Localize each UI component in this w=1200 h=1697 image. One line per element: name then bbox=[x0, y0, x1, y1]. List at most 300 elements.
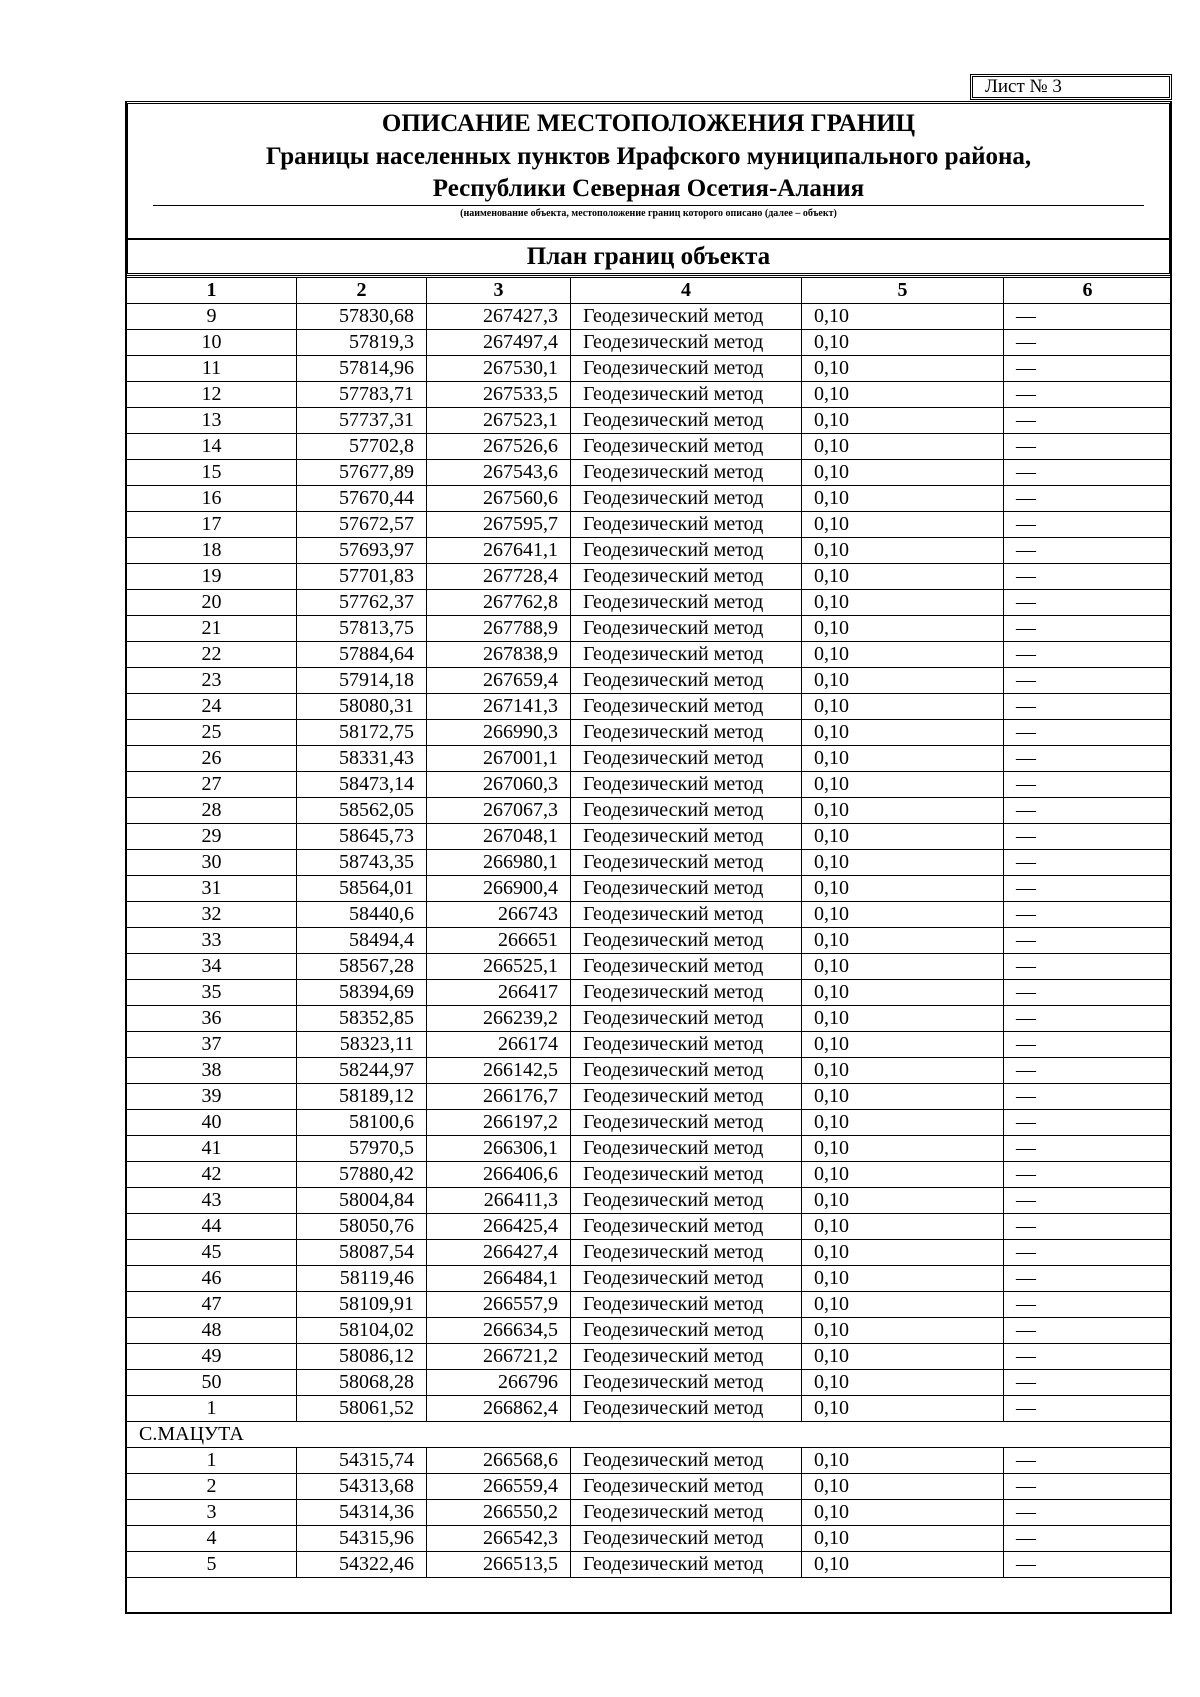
point-number-cell: 25 bbox=[127, 720, 297, 746]
point-number-cell: 1 bbox=[127, 1396, 297, 1422]
point-number-cell: 3 bbox=[127, 1500, 297, 1526]
x-coordinate-cell: 57693,97 bbox=[297, 538, 427, 564]
description-cell: — bbox=[1004, 1500, 1172, 1526]
table-row bbox=[127, 1240, 1172, 1266]
description-cell: — bbox=[1004, 1110, 1172, 1136]
x-coordinate-cell: 58080,31 bbox=[297, 694, 427, 720]
description-cell: — bbox=[1004, 1474, 1172, 1500]
table-row bbox=[127, 824, 1172, 850]
point-number-cell: 30 bbox=[127, 850, 297, 876]
description-cell: — bbox=[1004, 980, 1172, 1006]
x-coordinate-cell: 58104,02 bbox=[297, 1318, 427, 1344]
point-number-cell: 17 bbox=[127, 512, 297, 538]
description-cell: — bbox=[1004, 1240, 1172, 1266]
y-coordinate-cell: 267067,3 bbox=[427, 798, 571, 824]
y-coordinate-cell: 267523,1 bbox=[427, 408, 571, 434]
description-cell: — bbox=[1004, 1058, 1172, 1084]
point-number-cell: 15 bbox=[127, 460, 297, 486]
table-row bbox=[127, 798, 1172, 824]
method-cell: Геодезический метод bbox=[571, 642, 802, 668]
point-number-cell: 13 bbox=[127, 408, 297, 434]
y-coordinate-cell: 267543,6 bbox=[427, 460, 571, 486]
object-caption: (наименование объекта, местоположение границ которого описано (далее – объект) bbox=[460, 208, 837, 219]
accuracy-cell: 0,10 bbox=[802, 434, 1004, 460]
column-header: 1 bbox=[127, 278, 297, 304]
x-coordinate-cell: 54315,74 bbox=[297, 1448, 427, 1474]
point-number-cell: 14 bbox=[127, 434, 297, 460]
table-row bbox=[127, 772, 1172, 798]
x-coordinate-cell: 54313,68 bbox=[297, 1474, 427, 1500]
accuracy-cell: 0,10 bbox=[802, 1266, 1004, 1292]
table-row bbox=[127, 720, 1172, 746]
y-coordinate-cell: 266559,4 bbox=[427, 1474, 571, 1500]
x-coordinate-cell: 58172,75 bbox=[297, 720, 427, 746]
description-cell: — bbox=[1004, 1006, 1172, 1032]
table-row bbox=[127, 1214, 1172, 1240]
accuracy-cell: 0,10 bbox=[802, 382, 1004, 408]
method-cell: Геодезический метод bbox=[571, 1214, 802, 1240]
method-cell: Геодезический метод bbox=[571, 1370, 802, 1396]
y-coordinate-cell: 266174 bbox=[427, 1032, 571, 1058]
table-row bbox=[127, 460, 1172, 486]
y-coordinate-cell: 266990,3 bbox=[427, 720, 571, 746]
description-cell: — bbox=[1004, 720, 1172, 746]
method-cell: Геодезический метод bbox=[571, 694, 802, 720]
column-header: 2 bbox=[297, 278, 427, 304]
accuracy-cell: 0,10 bbox=[802, 1240, 1004, 1266]
y-coordinate-cell: 266197,2 bbox=[427, 1110, 571, 1136]
y-coordinate-cell: 267526,6 bbox=[427, 434, 571, 460]
method-cell: Геодезический метод bbox=[571, 1474, 802, 1500]
accuracy-cell: 0,10 bbox=[802, 772, 1004, 798]
table-row bbox=[127, 668, 1172, 694]
accuracy-cell: 0,10 bbox=[802, 928, 1004, 954]
x-coordinate-cell: 57914,18 bbox=[297, 668, 427, 694]
description-cell: — bbox=[1004, 824, 1172, 850]
coordinates-table bbox=[126, 277, 1172, 1578]
table-row bbox=[127, 902, 1172, 928]
point-number-cell: 45 bbox=[127, 1240, 297, 1266]
table-row bbox=[127, 1344, 1172, 1370]
method-cell: Геодезический метод bbox=[571, 1448, 802, 1474]
method-cell: Геодезический метод bbox=[571, 1240, 802, 1266]
description-cell: — bbox=[1004, 486, 1172, 512]
accuracy-cell: 0,10 bbox=[802, 1526, 1004, 1552]
y-coordinate-cell: 266980,1 bbox=[427, 850, 571, 876]
accuracy-cell: 0,10 bbox=[802, 1500, 1004, 1526]
point-number-cell: 28 bbox=[127, 798, 297, 824]
x-coordinate-cell: 58331,43 bbox=[297, 746, 427, 772]
accuracy-cell: 0,10 bbox=[802, 720, 1004, 746]
y-coordinate-cell: 266743 bbox=[427, 902, 571, 928]
y-coordinate-cell: 267659,4 bbox=[427, 668, 571, 694]
x-coordinate-cell: 58086,12 bbox=[297, 1344, 427, 1370]
point-number-cell: 11 bbox=[127, 356, 297, 382]
table-row bbox=[127, 616, 1172, 642]
y-coordinate-cell: 266557,9 bbox=[427, 1292, 571, 1318]
x-coordinate-cell: 58244,97 bbox=[297, 1058, 427, 1084]
x-coordinate-cell: 58050,76 bbox=[297, 1214, 427, 1240]
y-coordinate-cell: 267001,1 bbox=[427, 746, 571, 772]
x-coordinate-cell: 58494,4 bbox=[297, 928, 427, 954]
y-coordinate-cell: 267060,3 bbox=[427, 772, 571, 798]
table-row bbox=[127, 1500, 1172, 1526]
method-cell: Геодезический метод bbox=[571, 850, 802, 876]
column-header: 4 bbox=[571, 278, 802, 304]
table-row bbox=[127, 356, 1172, 382]
accuracy-cell: 0,10 bbox=[802, 798, 1004, 824]
y-coordinate-cell: 266721,2 bbox=[427, 1344, 571, 1370]
table-row bbox=[127, 434, 1172, 460]
y-coordinate-cell: 266484,1 bbox=[427, 1266, 571, 1292]
point-number-cell: 44 bbox=[127, 1214, 297, 1240]
point-number-cell: 5 bbox=[127, 1552, 297, 1578]
table-row bbox=[127, 1032, 1172, 1058]
accuracy-cell: 0,10 bbox=[802, 616, 1004, 642]
description-cell: — bbox=[1004, 772, 1172, 798]
accuracy-cell: 0,10 bbox=[802, 954, 1004, 980]
accuracy-cell: 0,10 bbox=[802, 1370, 1004, 1396]
method-cell: Геодезический метод bbox=[571, 720, 802, 746]
y-coordinate-cell: 267595,7 bbox=[427, 512, 571, 538]
x-coordinate-cell: 58473,14 bbox=[297, 772, 427, 798]
method-cell: Геодезический метод bbox=[571, 616, 802, 642]
accuracy-cell: 0,10 bbox=[802, 1162, 1004, 1188]
accuracy-cell: 0,10 bbox=[802, 1006, 1004, 1032]
table-row bbox=[127, 850, 1172, 876]
description-cell: — bbox=[1004, 616, 1172, 642]
table-row bbox=[127, 1526, 1172, 1552]
y-coordinate-cell: 267560,6 bbox=[427, 486, 571, 512]
table-row bbox=[127, 382, 1172, 408]
table-row bbox=[127, 928, 1172, 954]
x-coordinate-cell: 57672,57 bbox=[297, 512, 427, 538]
x-coordinate-cell: 57884,64 bbox=[297, 642, 427, 668]
description-cell: — bbox=[1004, 538, 1172, 564]
method-cell: Геодезический метод bbox=[571, 382, 802, 408]
point-number-cell: 22 bbox=[127, 642, 297, 668]
x-coordinate-cell: 54315,96 bbox=[297, 1526, 427, 1552]
x-coordinate-cell: 58323,11 bbox=[297, 1032, 427, 1058]
accuracy-cell: 0,10 bbox=[802, 330, 1004, 356]
table-row bbox=[127, 1266, 1172, 1292]
table-row bbox=[127, 564, 1172, 590]
accuracy-cell: 0,10 bbox=[802, 876, 1004, 902]
accuracy-cell: 0,10 bbox=[802, 538, 1004, 564]
description-cell: — bbox=[1004, 1188, 1172, 1214]
x-coordinate-cell: 57677,89 bbox=[297, 460, 427, 486]
underline-rule bbox=[153, 205, 1144, 206]
x-coordinate-cell: 57783,71 bbox=[297, 382, 427, 408]
accuracy-cell: 0,10 bbox=[802, 590, 1004, 616]
description-cell: — bbox=[1004, 642, 1172, 668]
accuracy-cell: 0,10 bbox=[802, 668, 1004, 694]
accuracy-cell: 0,10 bbox=[802, 642, 1004, 668]
description-cell: — bbox=[1004, 954, 1172, 980]
accuracy-cell: 0,10 bbox=[802, 1110, 1004, 1136]
sheet-number-label: Лист № 3 bbox=[985, 76, 1062, 97]
x-coordinate-cell: 58068,28 bbox=[297, 1370, 427, 1396]
description-cell: — bbox=[1004, 1032, 1172, 1058]
y-coordinate-cell: 266406,6 bbox=[427, 1162, 571, 1188]
accuracy-cell: 0,10 bbox=[802, 512, 1004, 538]
description-cell: — bbox=[1004, 564, 1172, 590]
point-number-cell: 33 bbox=[127, 928, 297, 954]
accuracy-cell: 0,10 bbox=[802, 850, 1004, 876]
method-cell: Геодезический метод bbox=[571, 1136, 802, 1162]
table-row bbox=[127, 1370, 1172, 1396]
x-coordinate-cell: 58743,35 bbox=[297, 850, 427, 876]
y-coordinate-cell: 267048,1 bbox=[427, 824, 571, 850]
method-cell: Геодезический метод bbox=[571, 954, 802, 980]
y-coordinate-cell: 267530,1 bbox=[427, 356, 571, 382]
accuracy-cell: 0,10 bbox=[802, 1136, 1004, 1162]
point-number-cell: 34 bbox=[127, 954, 297, 980]
method-cell: Геодезический метод bbox=[571, 408, 802, 434]
y-coordinate-cell: 266142,5 bbox=[427, 1058, 571, 1084]
y-coordinate-cell: 266542,3 bbox=[427, 1526, 571, 1552]
table-row bbox=[127, 954, 1172, 980]
point-number-cell: 39 bbox=[127, 1084, 297, 1110]
method-cell: Геодезический метод bbox=[571, 538, 802, 564]
x-coordinate-cell: 57702,8 bbox=[297, 434, 427, 460]
x-coordinate-cell: 57880,42 bbox=[297, 1162, 427, 1188]
method-cell: Геодезический метод bbox=[571, 1552, 802, 1578]
table-row bbox=[127, 408, 1172, 434]
description-cell: — bbox=[1004, 1318, 1172, 1344]
x-coordinate-cell: 58394,69 bbox=[297, 980, 427, 1006]
x-coordinate-cell: 58352,85 bbox=[297, 1006, 427, 1032]
y-coordinate-cell: 267427,3 bbox=[427, 304, 571, 330]
x-coordinate-cell: 57830,68 bbox=[297, 304, 427, 330]
description-cell: — bbox=[1004, 330, 1172, 356]
y-coordinate-cell: 267762,8 bbox=[427, 590, 571, 616]
y-coordinate-cell: 266568,6 bbox=[427, 1448, 571, 1474]
description-cell: — bbox=[1004, 1214, 1172, 1240]
table-row bbox=[127, 980, 1172, 1006]
description-cell: — bbox=[1004, 850, 1172, 876]
y-coordinate-cell: 266417 bbox=[427, 980, 571, 1006]
description-cell: — bbox=[1004, 304, 1172, 330]
table-row bbox=[127, 1136, 1172, 1162]
x-coordinate-cell: 58562,05 bbox=[297, 798, 427, 824]
x-coordinate-cell: 58645,73 bbox=[297, 824, 427, 850]
table-row bbox=[127, 1318, 1172, 1344]
table-row bbox=[127, 1006, 1172, 1032]
table-row bbox=[127, 746, 1172, 772]
method-cell: Геодезический метод bbox=[571, 356, 802, 382]
x-coordinate-cell: 57813,75 bbox=[297, 616, 427, 642]
x-coordinate-cell: 58061,52 bbox=[297, 1396, 427, 1422]
point-number-cell: 24 bbox=[127, 694, 297, 720]
method-cell: Геодезический метод bbox=[571, 486, 802, 512]
y-coordinate-cell: 266306,1 bbox=[427, 1136, 571, 1162]
point-number-cell: 46 bbox=[127, 1266, 297, 1292]
point-number-cell: 47 bbox=[127, 1292, 297, 1318]
y-coordinate-cell: 267497,4 bbox=[427, 330, 571, 356]
x-coordinate-cell: 58004,84 bbox=[297, 1188, 427, 1214]
y-coordinate-cell: 266796 bbox=[427, 1370, 571, 1396]
x-coordinate-cell: 57970,5 bbox=[297, 1136, 427, 1162]
method-cell: Геодезический метод bbox=[571, 512, 802, 538]
y-coordinate-cell: 266239,2 bbox=[427, 1006, 571, 1032]
point-number-cell: 35 bbox=[127, 980, 297, 1006]
method-cell: Геодезический метод bbox=[571, 1266, 802, 1292]
method-cell: Геодезический метод bbox=[571, 824, 802, 850]
method-cell: Геодезический метод bbox=[571, 304, 802, 330]
description-cell: — bbox=[1004, 512, 1172, 538]
description-cell: — bbox=[1004, 668, 1172, 694]
point-number-cell: 37 bbox=[127, 1032, 297, 1058]
point-number-cell: 16 bbox=[127, 486, 297, 512]
table-row bbox=[127, 538, 1172, 564]
description-cell: — bbox=[1004, 1396, 1172, 1422]
point-number-cell: 23 bbox=[127, 668, 297, 694]
point-number-cell: 19 bbox=[127, 564, 297, 590]
x-coordinate-cell: 58189,12 bbox=[297, 1084, 427, 1110]
x-coordinate-cell: 58109,91 bbox=[297, 1292, 427, 1318]
method-cell: Геодезический метод bbox=[571, 590, 802, 616]
point-number-cell: 43 bbox=[127, 1188, 297, 1214]
y-coordinate-cell: 266634,5 bbox=[427, 1318, 571, 1344]
method-cell: Геодезический метод bbox=[571, 1110, 802, 1136]
y-coordinate-cell: 267788,9 bbox=[427, 616, 571, 642]
method-cell: Геодезический метод bbox=[571, 668, 802, 694]
table-header-row bbox=[127, 278, 1172, 304]
plan-title: План границ объекта bbox=[526, 243, 771, 270]
accuracy-cell: 0,10 bbox=[802, 564, 1004, 590]
method-cell: Геодезический метод bbox=[571, 1058, 802, 1084]
method-cell: Геодезический метод bbox=[571, 434, 802, 460]
accuracy-cell: 0,10 bbox=[802, 902, 1004, 928]
y-coordinate-cell: 266525,1 bbox=[427, 954, 571, 980]
point-number-cell: 32 bbox=[127, 902, 297, 928]
method-cell: Геодезический метод bbox=[571, 798, 802, 824]
point-number-cell: 31 bbox=[127, 876, 297, 902]
x-coordinate-cell: 58119,46 bbox=[297, 1266, 427, 1292]
point-number-cell: 1 bbox=[127, 1448, 297, 1474]
accuracy-cell: 0,10 bbox=[802, 1396, 1004, 1422]
table-row bbox=[127, 304, 1172, 330]
table-row bbox=[127, 1552, 1172, 1578]
point-number-cell: 4 bbox=[127, 1526, 297, 1552]
x-coordinate-cell: 57701,83 bbox=[297, 564, 427, 590]
x-coordinate-cell: 57762,37 bbox=[297, 590, 427, 616]
method-cell: Геодезический метод bbox=[571, 1396, 802, 1422]
method-cell: Геодезический метод bbox=[571, 1500, 802, 1526]
accuracy-cell: 0,10 bbox=[802, 460, 1004, 486]
table-row bbox=[127, 1396, 1172, 1422]
description-cell: — bbox=[1004, 590, 1172, 616]
table-row bbox=[127, 642, 1172, 668]
point-number-cell: 38 bbox=[127, 1058, 297, 1084]
accuracy-cell: 0,10 bbox=[802, 1474, 1004, 1500]
accuracy-cell: 0,10 bbox=[802, 304, 1004, 330]
description-cell: — bbox=[1004, 928, 1172, 954]
section-row bbox=[127, 1422, 1172, 1448]
method-cell: Геодезический метод bbox=[571, 330, 802, 356]
table-row bbox=[127, 1448, 1172, 1474]
table-row bbox=[127, 1084, 1172, 1110]
description-cell: — bbox=[1004, 434, 1172, 460]
table-row bbox=[127, 330, 1172, 356]
description-cell: — bbox=[1004, 1162, 1172, 1188]
description-cell: — bbox=[1004, 1448, 1172, 1474]
x-coordinate-cell: 58100,6 bbox=[297, 1110, 427, 1136]
point-number-cell: 12 bbox=[127, 382, 297, 408]
table-row bbox=[127, 1110, 1172, 1136]
table-row bbox=[127, 1058, 1172, 1084]
object-name-line1: Границы населенных пунктов Ирафского муниципального района, bbox=[265, 143, 1032, 170]
accuracy-cell: 0,10 bbox=[802, 694, 1004, 720]
point-number-cell: 10 bbox=[127, 330, 297, 356]
x-coordinate-cell: 58564,01 bbox=[297, 876, 427, 902]
description-cell: — bbox=[1004, 1136, 1172, 1162]
x-coordinate-cell: 54314,36 bbox=[297, 1500, 427, 1526]
y-coordinate-cell: 267641,1 bbox=[427, 538, 571, 564]
point-number-cell: 48 bbox=[127, 1318, 297, 1344]
method-cell: Геодезический метод bbox=[571, 1032, 802, 1058]
y-coordinate-cell: 266550,2 bbox=[427, 1500, 571, 1526]
document-title: ОПИСАНИЕ МЕСТОПОЛОЖЕНИЯ ГРАНИЦ bbox=[381, 110, 916, 137]
description-cell: — bbox=[1004, 356, 1172, 382]
method-cell: Геодезический метод bbox=[571, 980, 802, 1006]
x-coordinate-cell: 54322,46 bbox=[297, 1552, 427, 1578]
method-cell: Геодезический метод bbox=[571, 460, 802, 486]
method-cell: Геодезический метод bbox=[571, 1188, 802, 1214]
table-row bbox=[127, 590, 1172, 616]
description-cell: — bbox=[1004, 1292, 1172, 1318]
method-cell: Геодезический метод bbox=[571, 1162, 802, 1188]
accuracy-cell: 0,10 bbox=[802, 1318, 1004, 1344]
description-cell: — bbox=[1004, 694, 1172, 720]
x-coordinate-cell: 58440,6 bbox=[297, 902, 427, 928]
sheet-number-box bbox=[970, 74, 1172, 100]
x-coordinate-cell: 58567,28 bbox=[297, 954, 427, 980]
accuracy-cell: 0,10 bbox=[802, 1188, 1004, 1214]
method-cell: Геодезический метод bbox=[571, 746, 802, 772]
point-number-cell: 2 bbox=[127, 1474, 297, 1500]
point-number-cell: 29 bbox=[127, 824, 297, 850]
column-header: 3 bbox=[427, 278, 571, 304]
y-coordinate-cell: 267728,4 bbox=[427, 564, 571, 590]
y-coordinate-cell: 266513,5 bbox=[427, 1552, 571, 1578]
point-number-cell: 42 bbox=[127, 1162, 297, 1188]
method-cell: Геодезический метод bbox=[571, 1006, 802, 1032]
x-coordinate-cell: 57819,3 bbox=[297, 330, 427, 356]
description-cell: — bbox=[1004, 1084, 1172, 1110]
table-row bbox=[127, 486, 1172, 512]
x-coordinate-cell: 57814,96 bbox=[297, 356, 427, 382]
y-coordinate-cell: 266176,7 bbox=[427, 1084, 571, 1110]
point-number-cell: 20 bbox=[127, 590, 297, 616]
y-coordinate-cell: 266862,4 bbox=[427, 1396, 571, 1422]
description-cell: — bbox=[1004, 460, 1172, 486]
point-number-cell: 50 bbox=[127, 1370, 297, 1396]
point-number-cell: 18 bbox=[127, 538, 297, 564]
y-coordinate-cell: 267141,3 bbox=[427, 694, 571, 720]
table-row bbox=[127, 512, 1172, 538]
point-number-cell: 41 bbox=[127, 1136, 297, 1162]
accuracy-cell: 0,10 bbox=[802, 486, 1004, 512]
table-row bbox=[127, 1292, 1172, 1318]
y-coordinate-cell: 267838,9 bbox=[427, 642, 571, 668]
point-number-cell: 26 bbox=[127, 746, 297, 772]
description-cell: — bbox=[1004, 1344, 1172, 1370]
page-bottom-line bbox=[125, 1612, 1172, 1614]
column-header: 5 bbox=[802, 278, 1004, 304]
description-cell: — bbox=[1004, 1552, 1172, 1578]
